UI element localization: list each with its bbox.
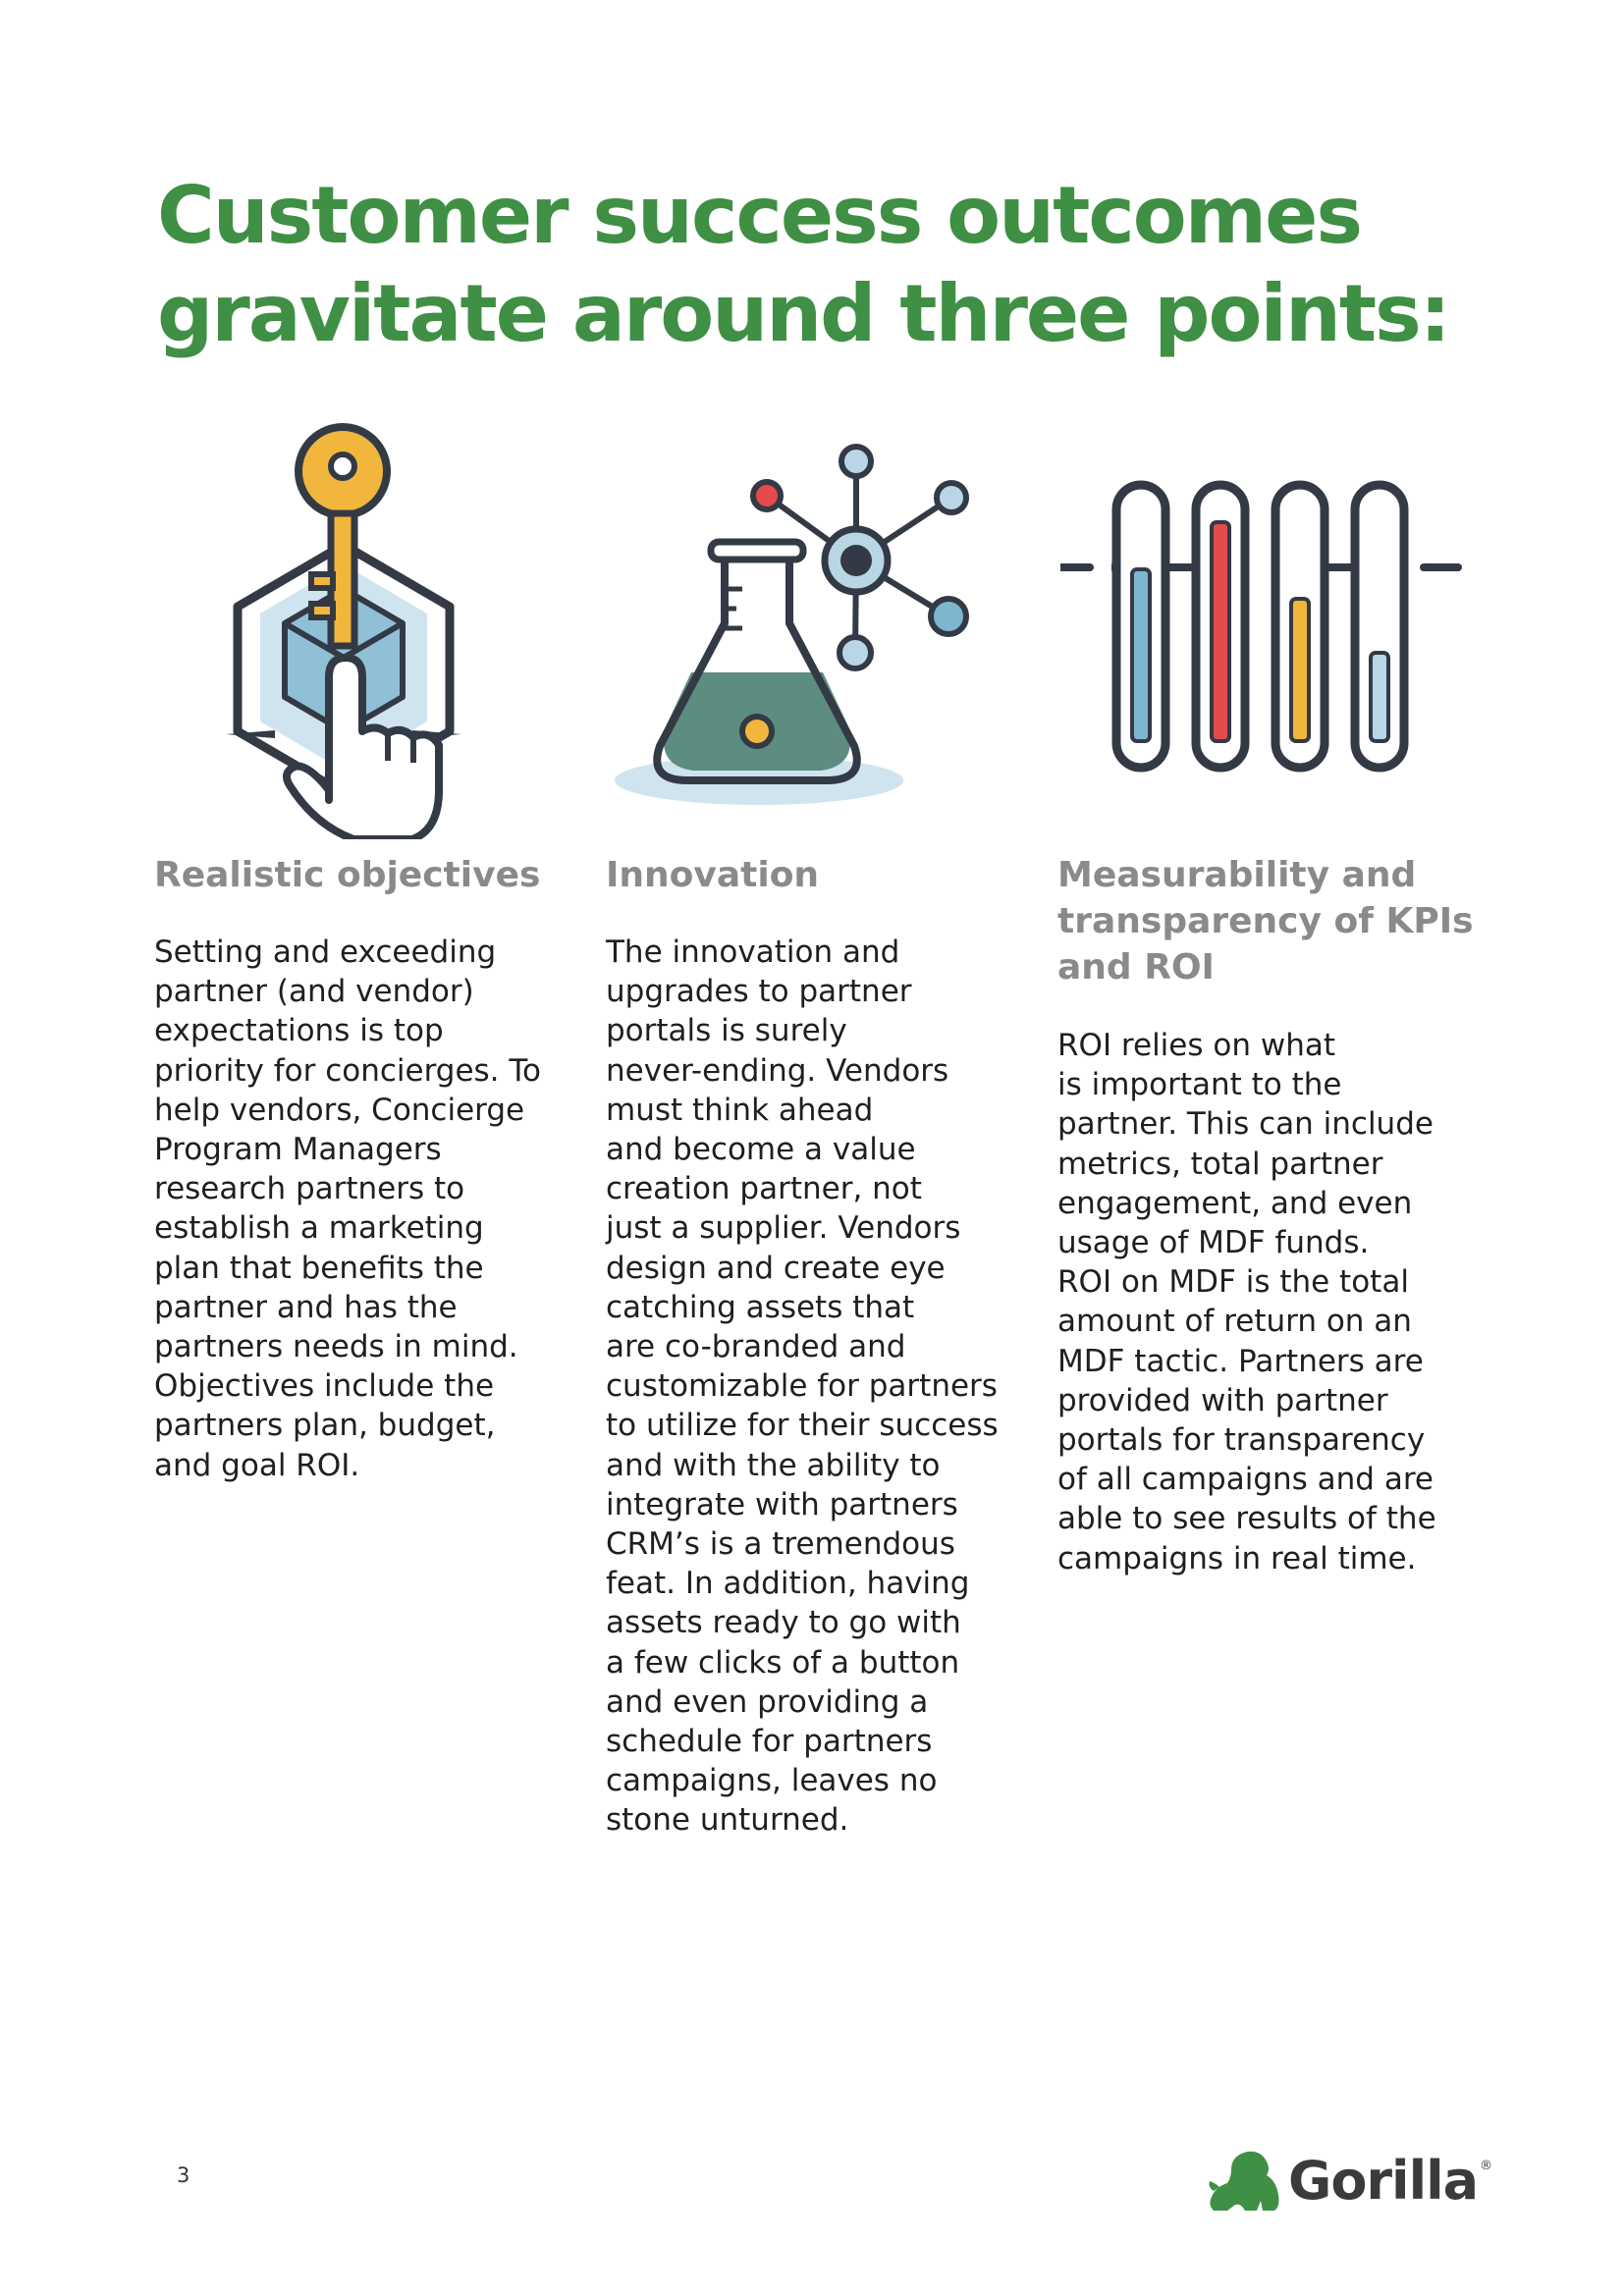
page-title-line-1: Customer success outcomes [157, 170, 1361, 261]
flask-molecule-icon [607, 432, 990, 815]
column-realistic-objectives [154, 852, 586, 1485]
registered-mark: ® [1480, 2159, 1493, 2173]
column-body: Setting and exceeding partner (and vendor) expectations is top priority for concierges. To help vendors, Concierge Program Managers research partners to establish a marketing plan that benefits the partner and has the partners needs in mind. Objectives include the partners plan, budget, and goal ROI. [154, 934, 542, 1483]
page-title-line-2: gravitate around three points: [157, 268, 1449, 359]
page-title [157, 167, 1532, 363]
column-body: ROI relies on what is important to the partner. This can include metrics, total partner engagement, and even usage of MDF funds. ROI on MDF is the total amount of return on an MDF tactic. Partners are provided with partner portals for transparency of all campaigns and are able to see results of the campaigns in real time. [1057, 1028, 1436, 1576]
column-body: The innovation and upgrades to partner portals is surely never-ending. Vendors must think ahead and become a value creation partner, not just a supplier. Vendors design and create eye catching assets that are co-branded and customizable for partners to utilize for their success and with the ability to integrate with partners CRM’s is a tremendous feat. In addition, having assets ready to go with a few clicks of a button and even providing a schedule for partners campaigns, leaves no stone unturned. [606, 934, 999, 1839]
column-measurability [1057, 852, 1489, 1578]
test-tubes-icon [1060, 479, 1463, 775]
page-number: 3 [177, 2163, 190, 2187]
column-heading: Innovation [606, 855, 820, 895]
logo-text: Gorilla [1288, 2149, 1479, 2212]
column-innovation [606, 852, 1048, 1841]
column-heading: Realistic objectives [154, 855, 541, 895]
gorilla-logo [1206, 2145, 1492, 2216]
key-cube-finger-icon [221, 417, 466, 839]
gorilla-icon [1206, 2148, 1284, 2213]
column-heading: Measurability and transparency of KPIs and ROI [1057, 855, 1474, 988]
